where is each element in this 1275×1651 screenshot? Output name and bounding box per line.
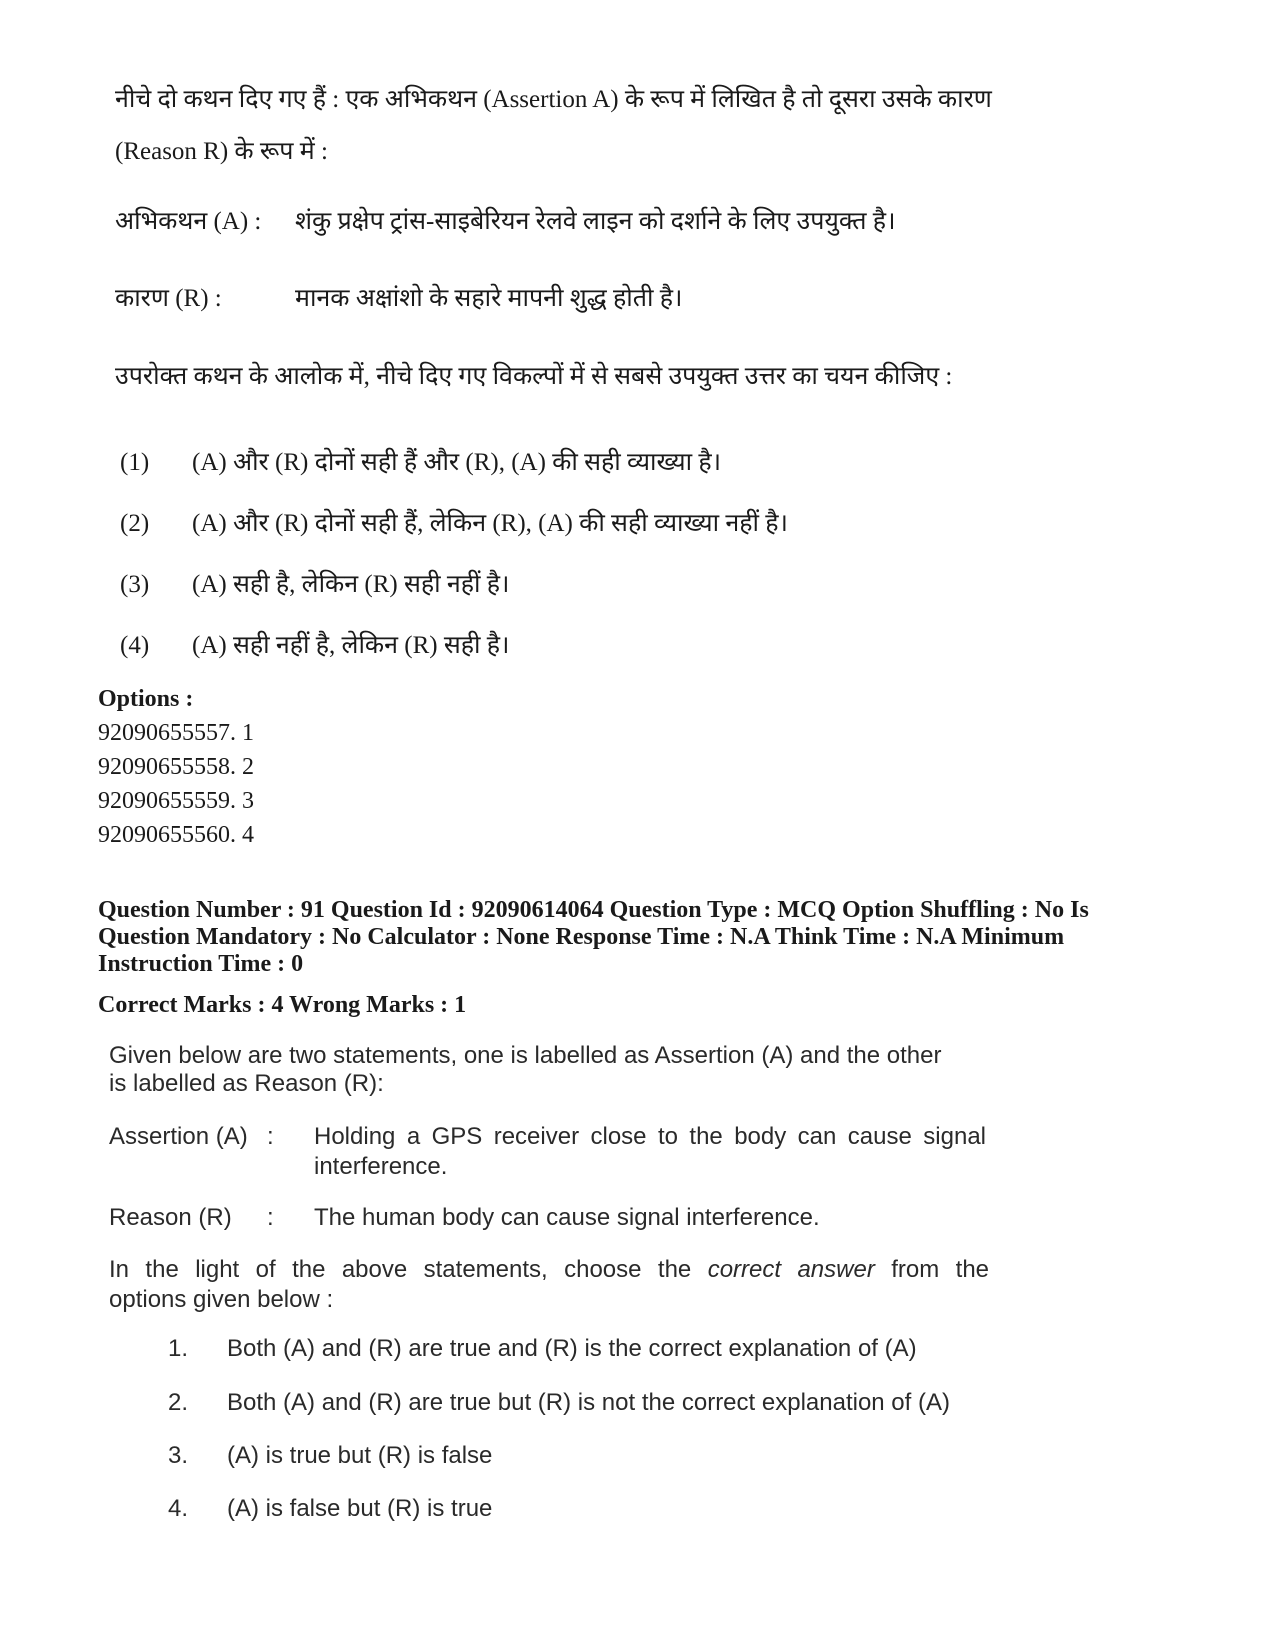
hindi-question-intro — [115, 74, 1075, 178]
english-reason-colon: : — [267, 1204, 274, 1231]
hindi-option-3 — [120, 568, 509, 602]
english-instruction-emphasis: correct answer — [707, 1256, 875, 1283]
english-option-text: (A) is true but (R) is false — [227, 1442, 493, 1469]
english-option-2 — [168, 1388, 950, 1418]
english-option-text: Both (A) and (R) are true but (R) is not the correct explanation of (A) — [227, 1389, 950, 1416]
english-reason-label: Reason (R) — [109, 1204, 232, 1231]
english-assertion-label: Assertion (A) — [109, 1123, 248, 1150]
hindi-option-number: (2) — [120, 510, 150, 537]
english-instruction-part-1: In the light of the above statements, choose the — [109, 1256, 692, 1283]
hindi-option-text: (A) सही नहीं है, लेकिन (R) सही है। — [192, 632, 510, 659]
question-meta: Question Number : 91 Question Id : 92090614064 Question Type : MCQ Option Shuffling : No Is Question Mandatory : No Calculator : None Response Time : N.A Think Time : N.A Minimum Instruction Time : 0 — [98, 897, 1089, 977]
english-assertion-text — [314, 1122, 986, 1182]
english-option-number: 2. — [168, 1389, 189, 1416]
english-option-text: Both (A) and (R) are true and (R) is the correct explanation of (A) — [227, 1335, 917, 1362]
english-instruction-line-1 — [109, 1255, 989, 1285]
english-option-1 — [168, 1334, 917, 1364]
english-option-number: 1. — [168, 1335, 189, 1362]
english-assertion-colon: : — [267, 1123, 274, 1150]
english-assertion-line-1: Holding a GPS receiver close to the body can cause signal — [314, 1123, 986, 1150]
hindi-assertion-text: शंकु प्रक्षेप ट्रांस-साइबेरियन रेलवे लाइन को दर्शाने के लिए उपयुक्त है। — [295, 208, 896, 235]
hindi-intro-line-2: (Reason R) के रूप में : — [115, 138, 328, 165]
hindi-option-text: (A) और (R) दोनों सही हैं और (R), (A) की सही व्याख्या है। — [192, 449, 722, 476]
hindi-option-number: (1) — [120, 449, 150, 476]
english-instruction-line-2: options given below : — [109, 1286, 334, 1313]
option-item-3: 92090655559. 3 — [98, 788, 254, 814]
english-option-text: (A) is false but (R) is true — [227, 1495, 493, 1522]
english-intro-line-2: is labelled as Reason (R): — [109, 1070, 384, 1097]
hindi-option-number: (4) — [120, 632, 150, 659]
english-option-3 — [168, 1441, 492, 1471]
english-instruction-part-2: from the — [891, 1256, 990, 1283]
hindi-option-1 — [120, 446, 721, 480]
english-instruction — [109, 1255, 989, 1315]
options-list — [98, 682, 254, 852]
hindi-assertion-label: अभिकथन (A) : — [115, 208, 262, 235]
hindi-reason-row — [115, 282, 682, 316]
hindi-reason-text: मानक अक्षांशो के सहारे मापनी शुद्ध होती है। — [295, 285, 683, 312]
english-intro-line-1: Given below are two statements, one is labelled as Assertion (A) and the other — [109, 1042, 942, 1069]
english-option-number: 3. — [168, 1442, 189, 1469]
option-item-1: 92090655557. 1 — [98, 720, 254, 746]
english-reason-text: The human body can cause signal interference. — [314, 1204, 820, 1231]
english-option-4 — [168, 1494, 492, 1524]
hindi-assertion-row — [115, 205, 896, 239]
hindi-reason-label: कारण (R) : — [115, 285, 222, 312]
options-heading: Options : — [98, 686, 194, 712]
english-assertion-line-2: interference. — [314, 1153, 448, 1180]
option-item-4: 92090655560. 4 — [98, 822, 254, 848]
hindi-option-2 — [120, 507, 788, 541]
question-marks: Correct Marks : 4 Wrong Marks : 1 — [98, 992, 467, 1018]
hindi-instruction: उपरोक्त कथन के आलोक में, नीचे दिए गए विकल्पों में से सबसे उपयुक्त उत्तर का चयन कीजिए : — [115, 363, 953, 390]
hindi-option-4 — [120, 629, 509, 663]
english-question-intro — [109, 1042, 989, 1098]
hindi-option-text: (A) सही है, लेकिन (R) सही नहीं है। — [192, 571, 510, 598]
hindi-option-number: (3) — [120, 571, 150, 598]
hindi-option-text: (A) और (R) दोनों सही हैं, लेकिन (R), (A) की सही व्याख्या नहीं है। — [192, 510, 788, 537]
hindi-intro-line-1: नीचे दो कथन दिए गए हैं : एक अभिकथन (Assertion A) के रूप में लिखित है तो दूसरा उसके कारण — [115, 86, 992, 113]
option-item-2: 92090655558. 2 — [98, 754, 254, 780]
english-option-number: 4. — [168, 1495, 189, 1522]
